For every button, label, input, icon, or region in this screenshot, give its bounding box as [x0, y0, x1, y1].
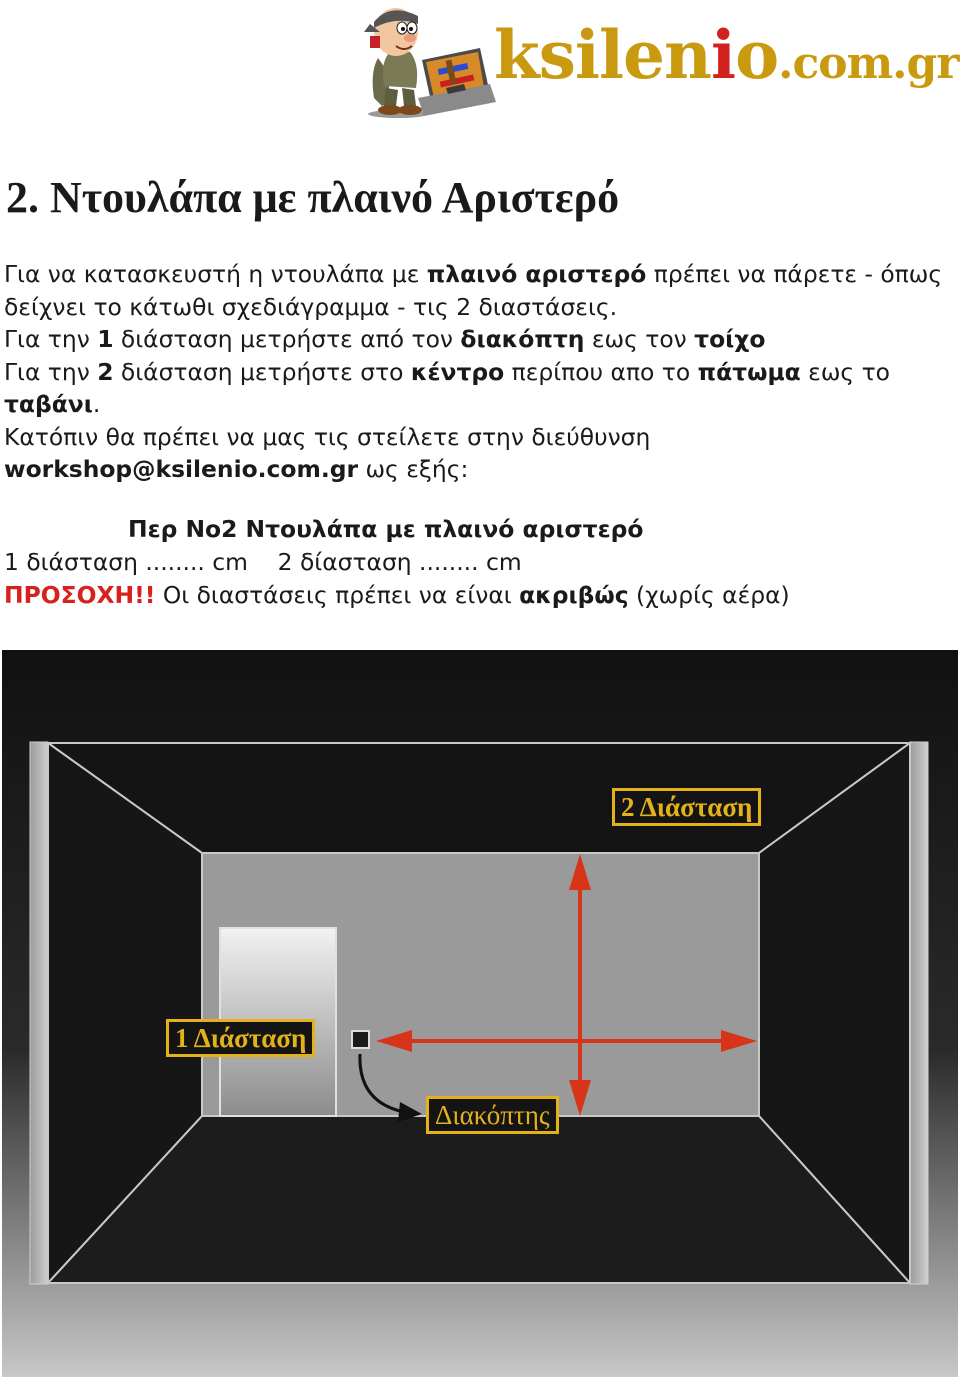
- instructions: [4, 258, 954, 486]
- light-switch: [352, 1031, 369, 1048]
- dimension-1-label: 1 Διάσταση: [166, 1019, 315, 1057]
- toolbox-illustration: [418, 48, 496, 116]
- brand-wordmark: [494, 16, 958, 94]
- warning-label: ΠΡΟΣΟΧΗ!!: [4, 581, 156, 609]
- right-post: [910, 742, 928, 1284]
- email-subject: Περ Νο2 Ντουλάπα με πλαινό αριστερό: [128, 515, 644, 543]
- instruction-line-2: Για την 1 διάσταση μετρήστε από τον διακόπτη εως τον τοίχο: [4, 325, 766, 353]
- instruction-line-4: Κατόπιν θα πρέπει να μας τις στείλετε στην διεύθυνση workshop@ksilenio.com.gr ως εξής:: [4, 422, 651, 483]
- left-post: [30, 742, 48, 1284]
- brand-domain: .com.gr: [778, 38, 959, 89]
- switch-label: Διακόπτης: [426, 1096, 559, 1134]
- dimension-2-label: 2 Διάσταση: [612, 788, 761, 826]
- email-address: workshop@ksilenio.com.gr: [4, 455, 359, 483]
- instruction-line-1: Για να κατασκευστή η ντουλάπα με πλαινό αριστερό πρέπει να πάρετε - όπως δείχνει το κάτωθι σχεδιάγραμμα - τις 2 διαστάσεις.: [4, 260, 943, 321]
- dimensions-template: 1 διάσταση ........ cm 2 δίασταση ........ cm: [4, 548, 522, 576]
- room-diagram: [2, 650, 958, 1377]
- warning-line: ΠΡΟΣΟΧΗ!! Οι διαστάσεις πρέπει να είναι ακριβώς (χωρίς αέρα): [4, 581, 790, 609]
- mascot-illustration: [364, 8, 428, 118]
- page-title: 2. Ντουλάπα με πλαινό Αριστερό: [6, 173, 620, 222]
- brand-name: ksilenio: [494, 16, 779, 94]
- instruction-line-3: Για την 2 διάσταση μετρήστε στο κέντρο περίπου απο το πάτωμα εως το ταβάνι.: [4, 357, 890, 418]
